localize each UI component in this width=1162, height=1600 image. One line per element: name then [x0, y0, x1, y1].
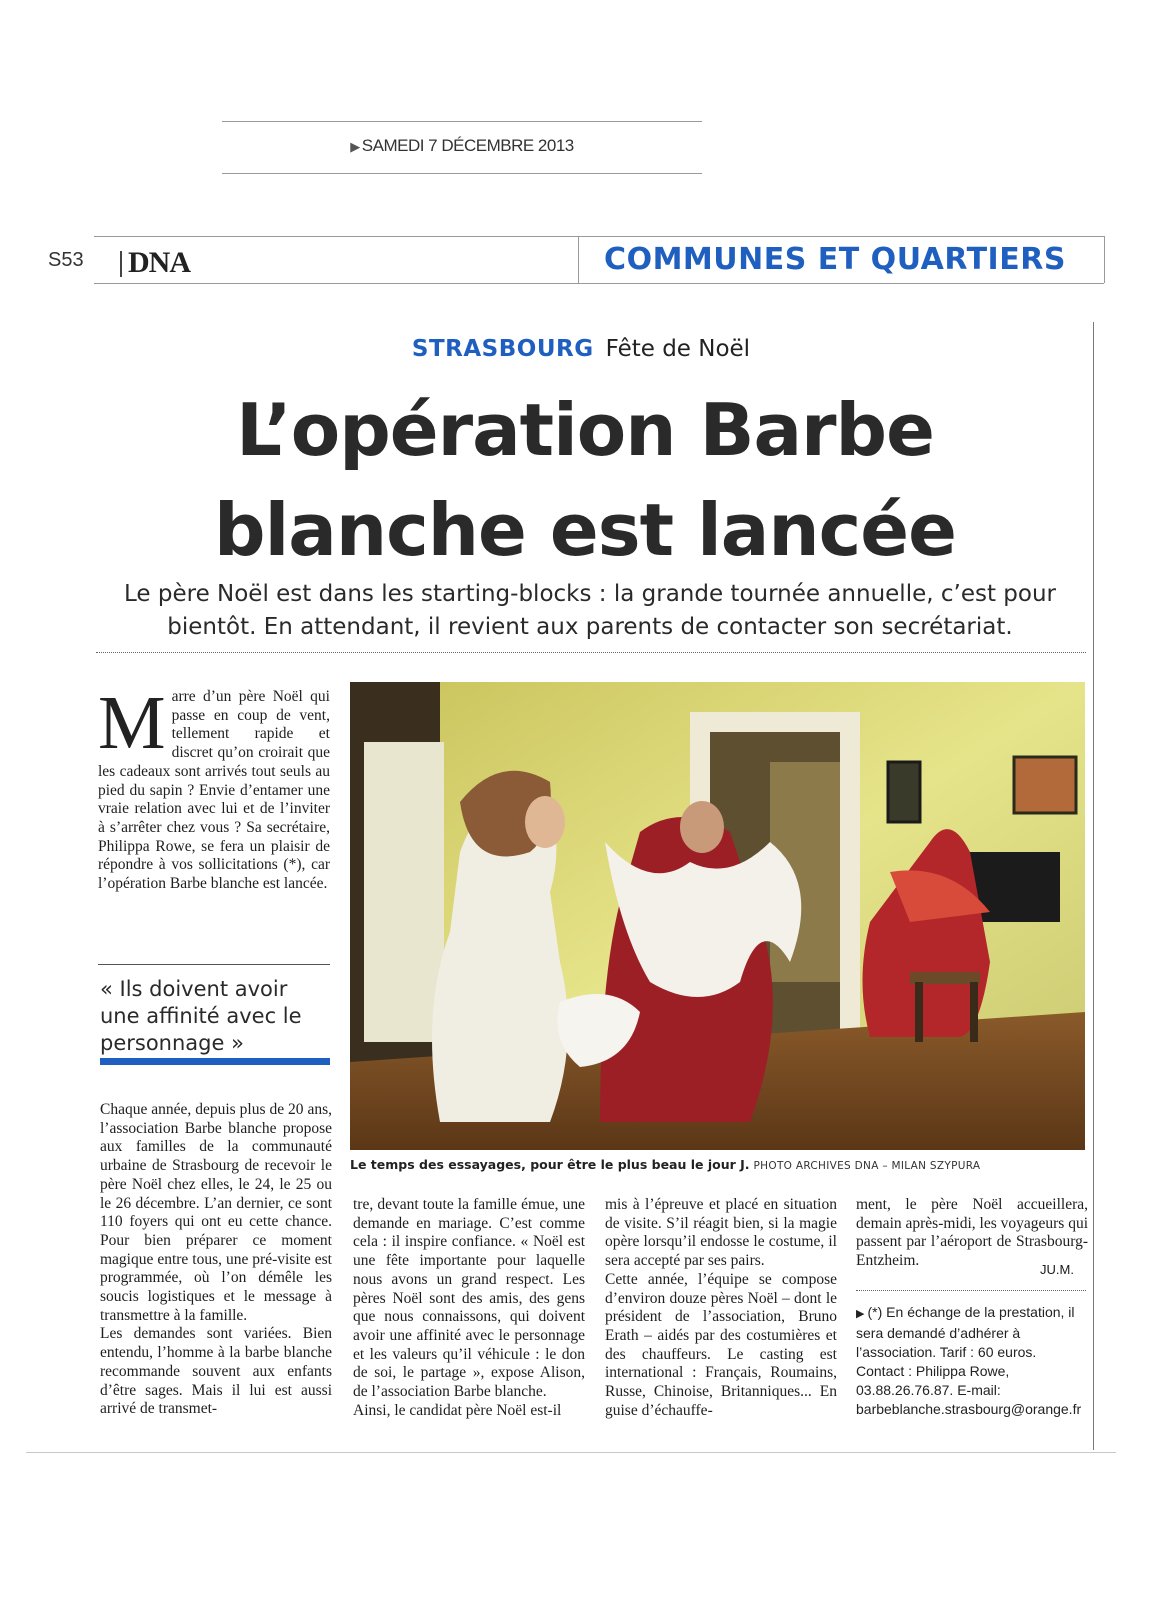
intro-text: arre d’un père Noël qui passe en coup de vent, tellement rapide et discret qu’on croirait que les cadeaux sont arrivés tout seuls au pied du sapin ? Envie d’entamer une vraie relation avec lui et de l’inviter à s’arrêter chez vous ? Sa secrétaire, Philippa Rowe, se fera un plaisir de répondre à vos sollicitations (*), car l’opération Barbe blanche est lancée. — [98, 688, 330, 893]
header-separator — [578, 236, 579, 283]
column-rule — [1093, 322, 1094, 1450]
dateline: ▶ SAMEDI 7 DÉCEMBRE 2013 — [350, 136, 574, 155]
footnote-divider — [856, 1290, 1086, 1291]
intro-paragraph — [98, 681, 330, 894]
kicker-topic: Fête de Noël — [605, 336, 751, 362]
pullquote-rule — [98, 964, 330, 965]
newspaper-logo: DNA — [128, 246, 190, 279]
article-photo — [350, 682, 1085, 1150]
photo-credit: PHOTO ARCHIVES DNA – MILAN SZYPURA — [753, 1160, 981, 1172]
page-number: S53 — [48, 249, 84, 271]
arrow-icon: ▶ — [856, 1308, 868, 1320]
top-rule-bottom — [222, 173, 702, 174]
paragraph: Chaque année, depuis plus de 20 ans, l’association Barbe blanche propose aux familles de la communauté urbaine de Strasbourg de recevoir le père Noël chez elles, le 24, le 25 ou le 26 décembre. L’an dernier, ce sont 110 foyers qui ont eu cette chance. Pour bien préparer ce moment magique entre tous, une pré-visite est programmée, où l’on démêle les soucis logistiques et le message à transmettre à la famille. — [100, 1101, 332, 1324]
paragraph: tre, devant toute la famille émue, une demande en mariage. C’est comme cela : il inspire confiance. « Noël est une fête importante pour laquelle nous avons un grand respect. Les pères Noël sont des amis, des gens que nous connaissons, qui doivent avoir une affinité avec le personnage et les valeurs qu’il véhicule : le don de soi, le partage », expose Alison, de l’association Barbe blanche. — [353, 1196, 585, 1401]
pullquote: « Ils doivent avoir une affinité avec le personnage » — [100, 977, 302, 1055]
author-signature: JU.M. — [1040, 1262, 1074, 1277]
body-column-1 — [100, 1101, 332, 1419]
standfirst: Le père Noël est dans les starting-blocks : la grande tournée annuelle, c’est pour bientôt. En attendant, il revient aux parents de contacter son secrétariat. — [124, 581, 1056, 640]
logo-bar — [120, 251, 122, 277]
header-rule-top — [94, 236, 1104, 237]
body-column-3 — [605, 1196, 837, 1420]
top-rule — [222, 121, 702, 122]
footnote-text: (*) En échange de la prestation, il sera demandé d’adhérer à l’association. Tarif : 60 euros. Contact : Philippa Rowe, 03.88.26.76.87. E-mail: barbeblanche.strasbourg@orange.fr — [856, 1304, 1082, 1417]
paragraph: Cette année, l’équipe se compose d’environ douze pères Noël – dont le président de l’association, Bruno Erath – aidés par des costumières et des chauffeurs. Le casting est international : Français, Roumains, Russe, Chinoise, Britanniques... En guise d’échauffe- — [605, 1270, 837, 1419]
arrow-icon: ▶ — [350, 139, 360, 154]
bottom-rule — [26, 1452, 1116, 1453]
dropcap: M — [98, 681, 166, 765]
paragraph: Les demandes sont variées. Bien entendu, l’homme à la barbe blanche recommande souvent aux enfants d’être sages. Mais il lui est aussi arrivé de transmet- — [100, 1325, 332, 1418]
photo-caption — [350, 1157, 1090, 1172]
paragraph: ment, le père Noël accueillera, demain après-midi, les voyageurs qui passent par l’aéroport de Strasbourg-Entzheim. — [856, 1196, 1089, 1270]
body-column-4 — [856, 1196, 1088, 1271]
kicker — [0, 336, 1162, 362]
body-column-2 — [353, 1196, 585, 1420]
photo-illustration — [350, 682, 1085, 1150]
footnote — [856, 1303, 1084, 1419]
pullquote-bar — [100, 1058, 330, 1065]
caption-text: Le temps des essayages, pour être le plus beau le jour J. — [350, 1157, 750, 1172]
header-box-right — [1104, 236, 1105, 283]
paragraph: Ainsi, le candidat père Noël est-il — [353, 1401, 562, 1419]
headline: L’opération Barbe blanche est lancée — [214, 388, 956, 572]
kicker-location: STRASBOURG — [411, 336, 594, 362]
dotted-divider — [96, 652, 1086, 653]
header-rule-bottom — [94, 283, 1104, 284]
paragraph: mis à l’épreuve et placé en situation de visite. S’il réagit bien, si la magie opère lorsqu’il endosse le costume, il sera accepté par ses pairs. — [605, 1196, 837, 1270]
section-title: COMMUNES ET QUARTIERS — [604, 242, 1066, 277]
